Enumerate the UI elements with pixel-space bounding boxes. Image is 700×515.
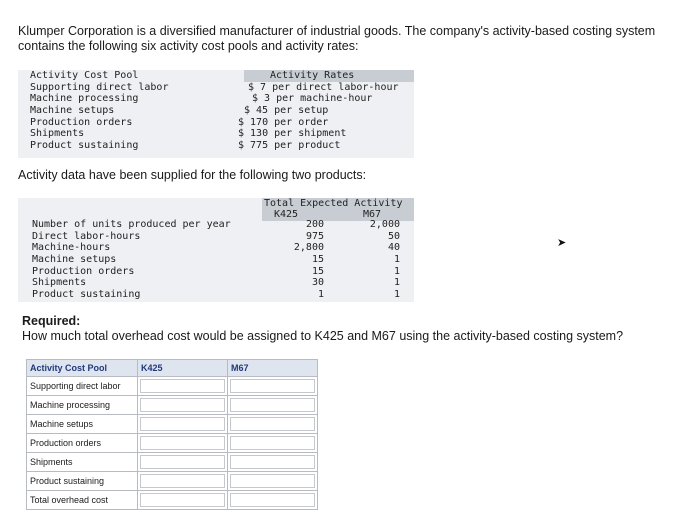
activity-m67-value: 50 [387,230,400,242]
answer-row [27,472,318,491]
activity-m67-value: 40 [387,242,400,254]
rates-rate-value: $ 7 per direct labor-hour [248,81,399,93]
answer-k425-cell[interactable] [138,434,228,453]
answer-m67-cell[interactable] [228,453,318,472]
activity-rates-table [18,70,414,158]
activity-header-group: Total Expected Activity [264,198,403,209]
answer-row-label: Machine processing [27,396,138,415]
answer-k425-input[interactable] [140,398,225,412]
answer-k425-cell[interactable] [138,415,228,434]
activity-label: Production orders [32,265,135,277]
rates-pool-column [30,70,168,152]
rates-rate-column [238,82,399,152]
answer-k425-cell[interactable] [138,377,228,396]
answer-m67-input[interactable] [230,436,315,450]
mouse-pointer-icon: ➤ [557,237,567,249]
rates-rate-value: $ 170 per order [238,116,329,128]
answer-k425-input[interactable] [140,436,225,450]
answer-row [27,396,318,415]
activity-label: Direct labor-hours [32,230,141,242]
answer-k425-cell[interactable] [138,453,228,472]
rates-pool-name: Product sustaining [30,140,139,152]
answer-row [27,415,318,434]
answer-k425-total-cell[interactable] [138,491,228,510]
rates-header-pool: Activity Cost Pool [30,70,139,81]
required-section [22,314,623,344]
activity-label: Number of units produced per year [32,219,231,230]
activity-k425-value: 1 [317,289,324,301]
answer-m67-input[interactable] [230,379,315,393]
answer-k425-input[interactable] [140,455,225,469]
rates-rate-value: $ 3 per machine-hour [252,93,373,105]
rates-header-rate: Activity Rates [270,70,355,81]
answer-total-row [27,491,318,510]
answer-header-pool: Activity Cost Pool [27,360,138,377]
activity-m67-value: 1 [393,254,400,266]
required-label: Required: [22,314,81,328]
rates-pool-name: Production orders [30,116,133,128]
answer-k425-total-input[interactable] [140,493,225,507]
answer-row-label: Product sustaining [27,472,138,491]
activity-k425-value: 975 [305,230,324,242]
answer-m67-cell[interactable] [228,377,318,396]
answer-m67-total-cell[interactable] [228,491,318,510]
answer-row [27,377,318,396]
question-text: How much total overhead cost would be assigned to K425 and M67 using the activity-based costing system? [22,329,624,343]
activity-k425-value: 15 [311,254,324,266]
rates-pool-name: Shipments [30,128,85,140]
answer-table [26,359,318,510]
answer-k425-input[interactable] [140,417,225,431]
answer-m67-input[interactable] [230,474,315,488]
activity-label: Machine setups [32,254,117,266]
answer-row-label: Total overhead cost [27,491,138,510]
answer-row-label: Machine setups [27,415,138,434]
answer-m67-cell[interactable] [228,472,318,491]
activity-k425-value: 15 [311,265,324,277]
answer-header-m67: M67 [228,360,318,377]
answer-row [27,434,318,453]
activity-m67-value: 1 [393,289,400,301]
answer-m67-cell[interactable] [228,415,318,434]
answer-k425-cell[interactable] [138,472,228,491]
activity-label: Product sustaining [32,289,141,301]
rates-pool-name: Supporting direct labor [30,81,169,93]
answer-k425-input[interactable] [140,474,225,488]
rates-pool-name: Machine processing [30,93,139,105]
activity-k425-value: 200 [305,219,324,230]
answer-k425-cell[interactable] [138,396,228,415]
activity-k425-column [258,219,324,301]
answer-header-k425: K425 [138,360,228,377]
activity-m67-value: 1 [393,277,400,289]
answer-m67-input[interactable] [230,398,315,412]
answer-row-label: Production orders [27,434,138,453]
activity-intro: Activity data have been supplied for the following two products: [18,168,367,182]
rates-rate-value: $ 130 per shipment [238,128,347,140]
answer-header-row [27,360,318,377]
answer-m67-input[interactable] [230,455,315,469]
answer-k425-input[interactable] [140,379,225,393]
activity-k425-value: 2,800 [293,242,324,254]
activity-label: Machine-hours [32,242,111,254]
rates-rate-value: $ 775 per product [238,140,341,152]
activity-m67-value: 1 [393,265,400,277]
activity-k425-value: 30 [311,277,324,289]
activity-data-table [18,198,414,302]
activity-header-m67: M67 [363,208,382,220]
answer-row-label: Supporting direct labor [27,377,138,396]
answer-row-label: Shipments [27,453,138,472]
rates-pool-name: Machine setups [30,105,115,117]
activity-label: Shipments [32,277,87,289]
answer-m67-cell[interactable] [228,434,318,453]
answer-m67-cell[interactable] [228,396,318,415]
answer-row [27,453,318,472]
rates-rate-value: $ 45 per setup [244,105,329,117]
problem-prompt: Klumper Corporation is a diversified manufacturer of industrial goods. The company's activity-based costing system contains the following six activity cost pools and activity rates: [18,24,656,53]
activity-header-k425: K425 [274,208,299,220]
activity-m67-column [324,219,400,301]
answer-m67-input[interactable] [230,417,315,431]
activity-m67-value: 2,000 [369,219,400,230]
answer-m67-total-input[interactable] [230,493,315,507]
activity-label-column [32,219,231,301]
